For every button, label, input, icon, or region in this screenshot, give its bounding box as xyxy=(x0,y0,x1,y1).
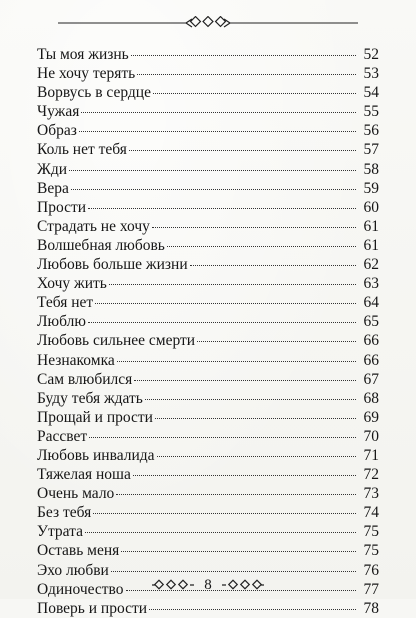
toc-entry-title: Тебя нет xyxy=(37,294,94,312)
toc-entry-title: Чужая xyxy=(37,103,80,121)
toc-dot-leader xyxy=(116,494,356,495)
toc-entry xyxy=(37,83,379,102)
toc-entry xyxy=(37,370,379,389)
toc-entry xyxy=(37,465,379,484)
toc-dot-leader xyxy=(152,227,356,228)
toc-dot-leader xyxy=(153,93,356,94)
toc-dot-leader xyxy=(93,513,356,514)
toc-dot-leader xyxy=(167,246,356,247)
toc-entry xyxy=(37,179,379,198)
toc-dot-leader xyxy=(109,284,356,285)
toc-entry xyxy=(37,102,379,121)
table-of-contents xyxy=(37,45,379,618)
toc-entry-title: Волшебная любовь xyxy=(37,236,165,254)
page-number: 8 xyxy=(204,577,212,593)
toc-entry-page-number: 64 xyxy=(363,294,379,312)
toc-entry-page-number: 70 xyxy=(363,427,379,445)
toc-dot-leader xyxy=(95,303,356,304)
toc-entry-title: Оставь меня xyxy=(37,542,120,560)
toc-dot-leader xyxy=(89,437,356,438)
toc-entry-page-number: 58 xyxy=(363,160,379,178)
toc-dot-leader xyxy=(145,399,356,400)
toc-entry xyxy=(37,484,379,503)
toc-entry-title: Рассвет xyxy=(37,427,88,445)
toc-entry-page-number: 52 xyxy=(363,46,379,63)
toc-entry-page-number: 53 xyxy=(363,65,379,83)
toc-entry-page-number: 60 xyxy=(363,198,379,216)
toc-dot-leader xyxy=(79,131,356,132)
toc-entry-title: Сам влюбился xyxy=(37,370,133,388)
toc-entry xyxy=(37,503,379,522)
toc-entry-page-number: 66 xyxy=(363,332,379,350)
toc-entry-title: Очень мало xyxy=(37,485,115,503)
toc-entry-page-number: 69 xyxy=(363,408,379,426)
toc-entry-page-number: 73 xyxy=(363,485,379,503)
toc-entry-page-number: 71 xyxy=(363,446,379,464)
toc-dot-leader xyxy=(155,418,356,419)
toc-entry-title: Любовь больше жизни xyxy=(37,256,188,274)
toc-entry xyxy=(37,45,379,64)
toc-entry-title: Буду тебя ждать xyxy=(37,389,143,407)
toc-entry-title: Незнакомка xyxy=(37,351,115,369)
toc-entry-title: Коль нет тебя xyxy=(37,141,127,159)
toc-entry-title: Не хочу терять xyxy=(37,65,136,83)
page-footer xyxy=(148,575,268,595)
toc-dot-leader xyxy=(149,609,356,610)
toc-entry-title: Жди xyxy=(37,160,68,178)
toc-dot-leader xyxy=(129,150,356,151)
toc-entry-title: Любовь сильнее смерти xyxy=(37,332,196,350)
toc-dot-leader xyxy=(190,265,356,266)
toc-entry-page-number: 61 xyxy=(363,236,379,254)
toc-entry-title: Тяжелая ноша xyxy=(37,466,131,484)
toc-entry xyxy=(37,427,379,446)
toc-entry-title: Ты моя жизнь xyxy=(37,46,129,63)
footer-ornament-right-icon xyxy=(222,579,264,591)
toc-entry-page-number: 68 xyxy=(363,389,379,407)
toc-dot-leader xyxy=(81,112,356,113)
toc-entry xyxy=(37,121,379,140)
toc-entry-title: Люблю xyxy=(37,313,86,331)
toc-entry-page-number: 66 xyxy=(363,351,379,369)
toc-entry-title: Ворвусь в сердце xyxy=(37,84,151,102)
toc-entry xyxy=(37,389,379,408)
toc-entry-title: Поверь и прости xyxy=(37,599,148,617)
toc-entry xyxy=(37,198,379,217)
toc-entry-title: Прощай и прости xyxy=(37,408,153,426)
toc-entry-page-number: 78 xyxy=(363,599,379,617)
toc-entry xyxy=(37,255,379,274)
toc-dot-leader xyxy=(157,456,356,457)
toc-entry-title: Образ xyxy=(37,122,77,140)
toc-entry xyxy=(37,312,379,331)
toc-entry xyxy=(37,599,379,618)
toc-entry-title: Любовь инвалида xyxy=(37,446,155,464)
toc-dot-leader xyxy=(131,55,356,56)
toc-entry-page-number: 54 xyxy=(363,84,379,102)
footer-ornament-left-icon xyxy=(152,579,194,591)
toc-entry-title: Вера xyxy=(37,179,69,197)
toc-entry-page-number: 65 xyxy=(363,313,379,331)
toc-entry xyxy=(37,408,379,427)
toc-entry-page-number: 75 xyxy=(363,523,379,541)
toc-entry-title: Одиночество xyxy=(37,580,124,598)
toc-entry-page-number: 62 xyxy=(363,256,379,274)
toc-entry-title: Хочу жить xyxy=(37,275,107,293)
toc-dot-leader xyxy=(69,170,356,171)
toc-entry-page-number: 55 xyxy=(363,103,379,121)
toc-entry xyxy=(37,217,379,236)
toc-entry-title: Страдать не хочу xyxy=(37,217,150,235)
toc-entry xyxy=(37,522,379,541)
toc-entry xyxy=(37,331,379,350)
toc-dot-leader xyxy=(197,341,356,342)
toc-entry-page-number: 74 xyxy=(363,504,379,522)
toc-entry xyxy=(37,541,379,560)
toc-entry-page-number: 56 xyxy=(363,122,379,140)
toc-dot-leader xyxy=(88,322,356,323)
toc-entry-title: Утрата xyxy=(37,523,84,541)
toc-entry-page-number: 63 xyxy=(363,275,379,293)
toc-entry xyxy=(37,293,379,312)
toc-entry xyxy=(37,140,379,159)
toc-entry-page-number: 59 xyxy=(363,179,379,197)
toc-dot-leader xyxy=(111,571,356,572)
toc-entry-page-number: 57 xyxy=(363,141,379,159)
toc-entry-page-number: 75 xyxy=(363,542,379,560)
toc-dot-leader xyxy=(133,475,356,476)
toc-entry xyxy=(37,64,379,83)
toc-entry xyxy=(37,446,379,465)
toc-dot-leader xyxy=(88,208,356,209)
toc-dot-leader xyxy=(117,361,356,362)
toc-entry-page-number: 67 xyxy=(363,370,379,388)
toc-entry-page-number: 72 xyxy=(363,466,379,484)
toc-entry-page-number: 76 xyxy=(363,561,379,579)
toc-dot-leader xyxy=(85,532,356,533)
toc-dot-leader xyxy=(71,189,356,190)
toc-entry xyxy=(37,160,379,179)
toc-dot-leader xyxy=(134,380,356,381)
toc-entry xyxy=(37,236,379,255)
toc-entry-page-number: 77 xyxy=(363,580,379,598)
toc-dot-leader xyxy=(121,551,356,552)
toc-entry-title: Эхо любви xyxy=(37,561,109,579)
toc-entry-page-number: 61 xyxy=(363,217,379,235)
top-ornament-divider xyxy=(58,16,358,30)
toc-entry-title: Прости xyxy=(37,198,87,216)
toc-entry xyxy=(37,274,379,293)
toc-entry xyxy=(37,351,379,370)
toc-dot-leader xyxy=(137,74,356,75)
toc-entry-title: Без тебя xyxy=(37,504,92,522)
